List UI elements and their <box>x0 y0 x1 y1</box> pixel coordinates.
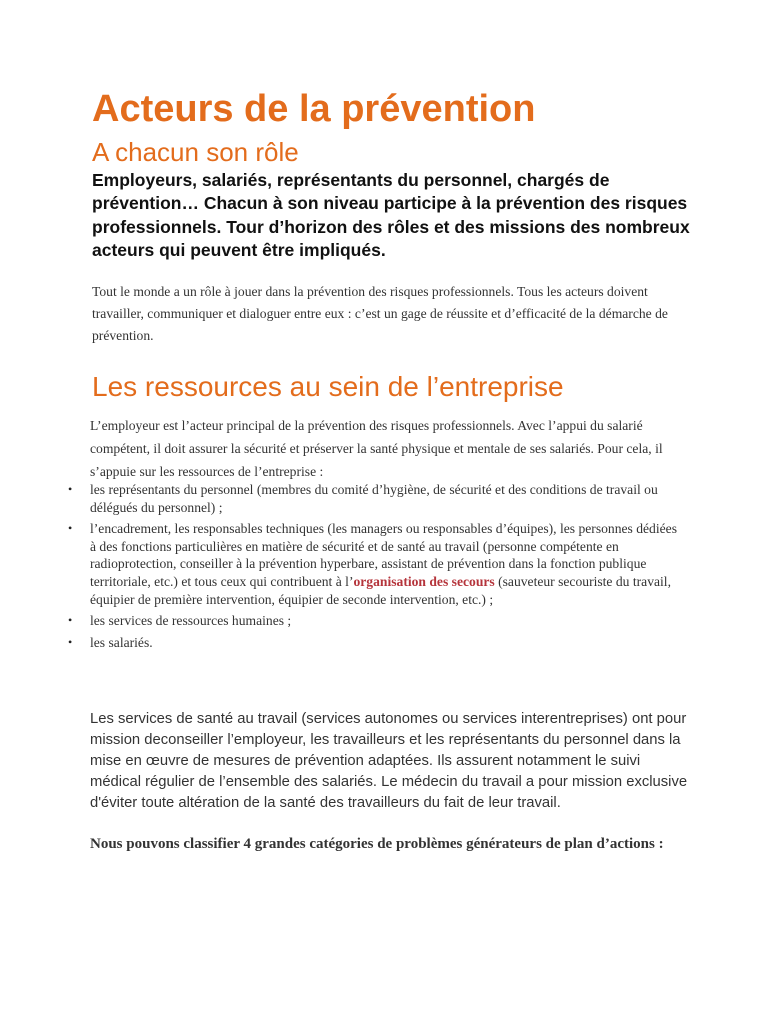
list-item <box>68 481 682 516</box>
body-paragraph-4: Nous pouvons classifier 4 grandes catégories de problèmes générateurs de plan d’actions : <box>90 836 664 852</box>
list-item-text: les services de ressources humaines ; <box>90 613 292 629</box>
body-paragraph-2: L’employeur est l’acteur principal de la prévention des risques professionnels. Avec l’appui du salarié compétent, il doit assurer la sécurité et préserver la santé physique et mentale de ses salariés. Pour cela, il s’appuie sur les ressources de l’entreprise : <box>90 418 663 479</box>
page-title: Acteurs de la prévention <box>92 88 536 130</box>
bullet-icon: • <box>68 613 73 628</box>
intro-paragraph: Employeurs, salariés, représentants du personnel, chargés de prévention… Chacun à son niveau participe à la prévention des risques professionnels. Tour d’horizon des rôles et des missions des nombreux acteurs qui peuvent être impliqués. <box>92 170 690 260</box>
list-item <box>68 634 682 652</box>
list-item-text: les salariés. <box>90 634 153 650</box>
organisation-secours-link[interactable]: organisation des secours <box>353 573 495 589</box>
section-heading: Les ressources au sein de l’entreprise <box>92 371 564 402</box>
resources-list <box>68 481 682 655</box>
body-paragraph-1: Tout le monde a un rôle à jouer dans la prévention des risques professionnels. Tous les acteurs doivent travailler, communiquer et dialoguer entre eux : c’est un gage de réussite et d’efficacité de la démarche de prévention. <box>92 284 668 343</box>
list-item-text: les représentants du personnel (membres du comité d’hygiène, de sécurité et des conditions de travail ou délégués du personnel) ; <box>90 482 658 515</box>
bullet-icon: • <box>68 634 73 649</box>
list-item-text: l’encadrement, les responsables techniques (les managers ou responsables d’équipes), les personnes dédiées à des fonctions particulières en matière de sécurité et de santé au travail (personne compétente en radioprotection, conseiller à la prévention hyperbare, assistant de prévention dans la fonction publique territoriale, etc.) et tous ceux qui contribuent à l’ <box>90 521 677 589</box>
list-item <box>68 520 682 608</box>
body-paragraph-3: Les services de santé au travail (services autonomes ou services interentreprises) ont pour mission deconseiller l’employeur, les travailleurs et les représentants du personnel dans la mise en œuvre de mesures de prévention adaptées. Ils assurent notamment le suivi médical régulier de l’ensemble des salariés. Le médecin du travail a pour mission exclusive d'éviter toute altération de la santé des travailleurs du fait de leur travail. <box>90 711 688 811</box>
bullet-icon: • <box>68 482 73 496</box>
page-subtitle: A chacun son rôle <box>92 137 299 167</box>
list-item-text: (sauveteur secouriste du travail, équipier de première intervention, équipier de seconde intervention, etc.) ; <box>90 573 671 607</box>
list-item <box>68 612 682 630</box>
bullet-icon: • <box>68 521 73 536</box>
